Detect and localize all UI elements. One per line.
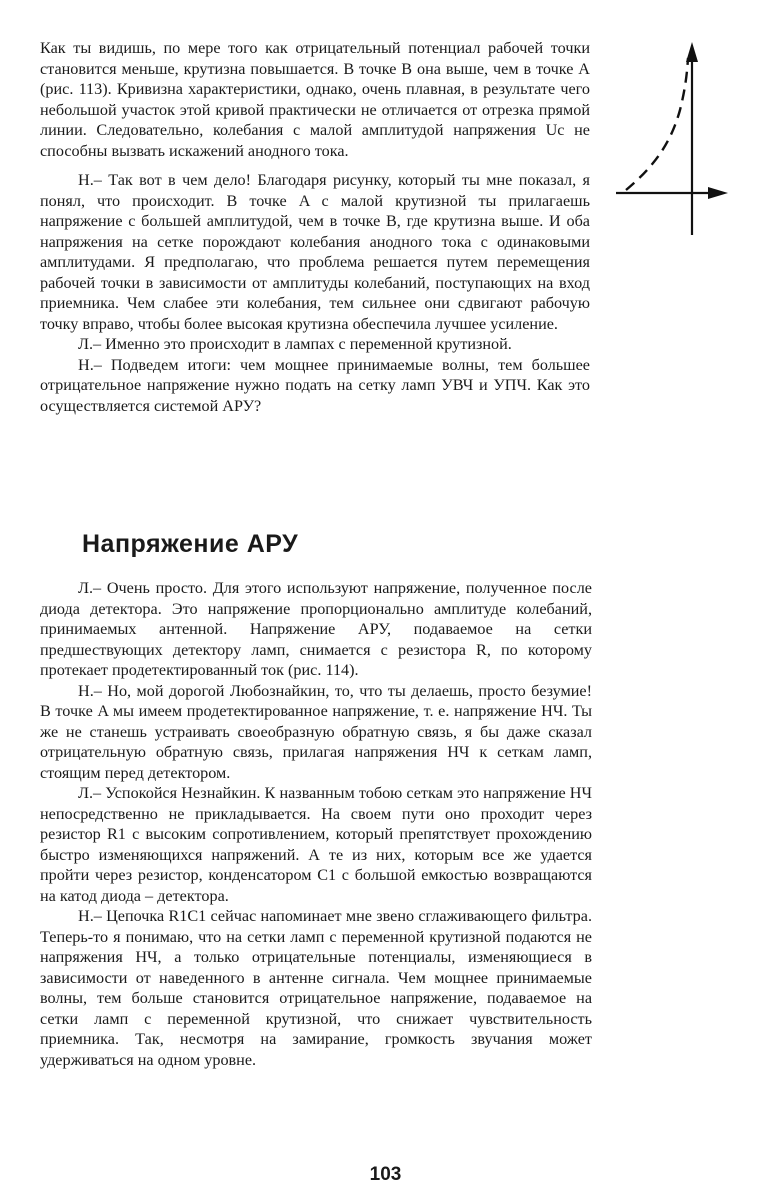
paragraph: Н.– Подведем итоги: чем мощнее принимаемые волны, тем большее отрицательное напряжение нужно подать на сетку ламп УВЧ и УПЧ. Как это осуществляется системой АРУ? — [40, 355, 590, 415]
section-title: Напряжение АРУ — [82, 530, 299, 558]
paragraph: Л.– Успокойся Незнайкин. К названным тобою сеткам это напряжение НЧ непосредственно не прикладывается. На своем пути оно проходит через резистор R1 с высоким сопротивлением, который препятствует прохождению быстро изменяющихся напряжений. А те из них, которым все же удается пройти через резистор, конденсатором C1 с большой емкостью возвращаются на катод диода – детектора. — [40, 784, 592, 905]
characteristic-curve-figure — [612, 40, 732, 240]
paragraph: Как ты видишь, по мере того как отрицательный потенциал рабочей точки становится меньше, крутизна повышается. В точке B она выше, чем в точке A (рис. 113). Кривизна характеристики, однако, очень плавная, в результате чего небольшой участок этой кривой практически не отличается от отрезка прямой линии. Следовательно, колебания с малой амплитудой напряжения Uс не способны вызвать искажений анодного тока. — [40, 39, 590, 160]
paragraph: Л.– Именно это происходит в лампах с переменной крутизной. — [78, 335, 512, 353]
paragraph: Л.– Очень просто. Для этого используют напряжение, полученное после диода детектора. Это напряжение пропорционально амплитуде колебаний, принимаемых антенной. Напряжение АРУ, подаваемое на сетки предшествующих детектору ламп, снимается с резистора R, по которому протекает продетектированный ток (рис. 114). — [40, 579, 592, 679]
horizontal-axis-arrow — [708, 187, 728, 199]
paragraph: Н.– Но, мой дорогой Любознайкин, то, что ты делаешь, просто безумие! В точке A мы имеем продетектированное напряжение, т. е. напряжение НЧ. Ты же не станешь устраивать своеобразную обратную связь, я бы даже сказал отрицательную обратную связь, прилагая напряжения НЧ к сеткам ламп, стоящим перед детектором. — [40, 681, 592, 782]
dashed-curve — [626, 58, 688, 190]
dialog-text — [40, 170, 590, 416]
intro-text — [40, 38, 590, 161]
page-number: 103 — [369, 1164, 402, 1185]
paragraph: Н.– Цепочка R1C1 сейчас напоминает мне звено сглаживающего фильтра. Теперь-то я понимаю, что на сетки ламп с переменной крутизной подаются не напряжения НЧ, а только отрицательные потенциалы, изменяющиеся в зависимости от наведенного в антенне сигнала. Чем мощнее принимаемые волны, тем больше становится отрицательное напряжение, подаваемое на сетки ламп с переменной крутизной, что снижает чувствительность приемника. Так, несмотря на замирание, громкость звучания может удерживаться на одном уровне. — [40, 907, 592, 1069]
paragraph: Н.– Так вот в чем дело! Благодаря рисунку, который ты мне показал, я понял, что происходит. В точке A с малой крутизной ты прилагаешь напряжение с большей амплитудой, чем в точке B, где крутизна выше. И оба напряжения на сетке порождают колебания анодного тока с одинаковыми амплитудами. Я предполагаю, что проблема решается путем перемещения рабочей точки в зависимости от амплитуды колебаний, поступающих на вход приемника. Чем слабее эти колебания, тем сильнее они сдвигают рабочую точку вправо, чтобы более высокая крутизна обеспечила лучшее усиление. — [40, 171, 590, 333]
section-text — [40, 578, 592, 1070]
